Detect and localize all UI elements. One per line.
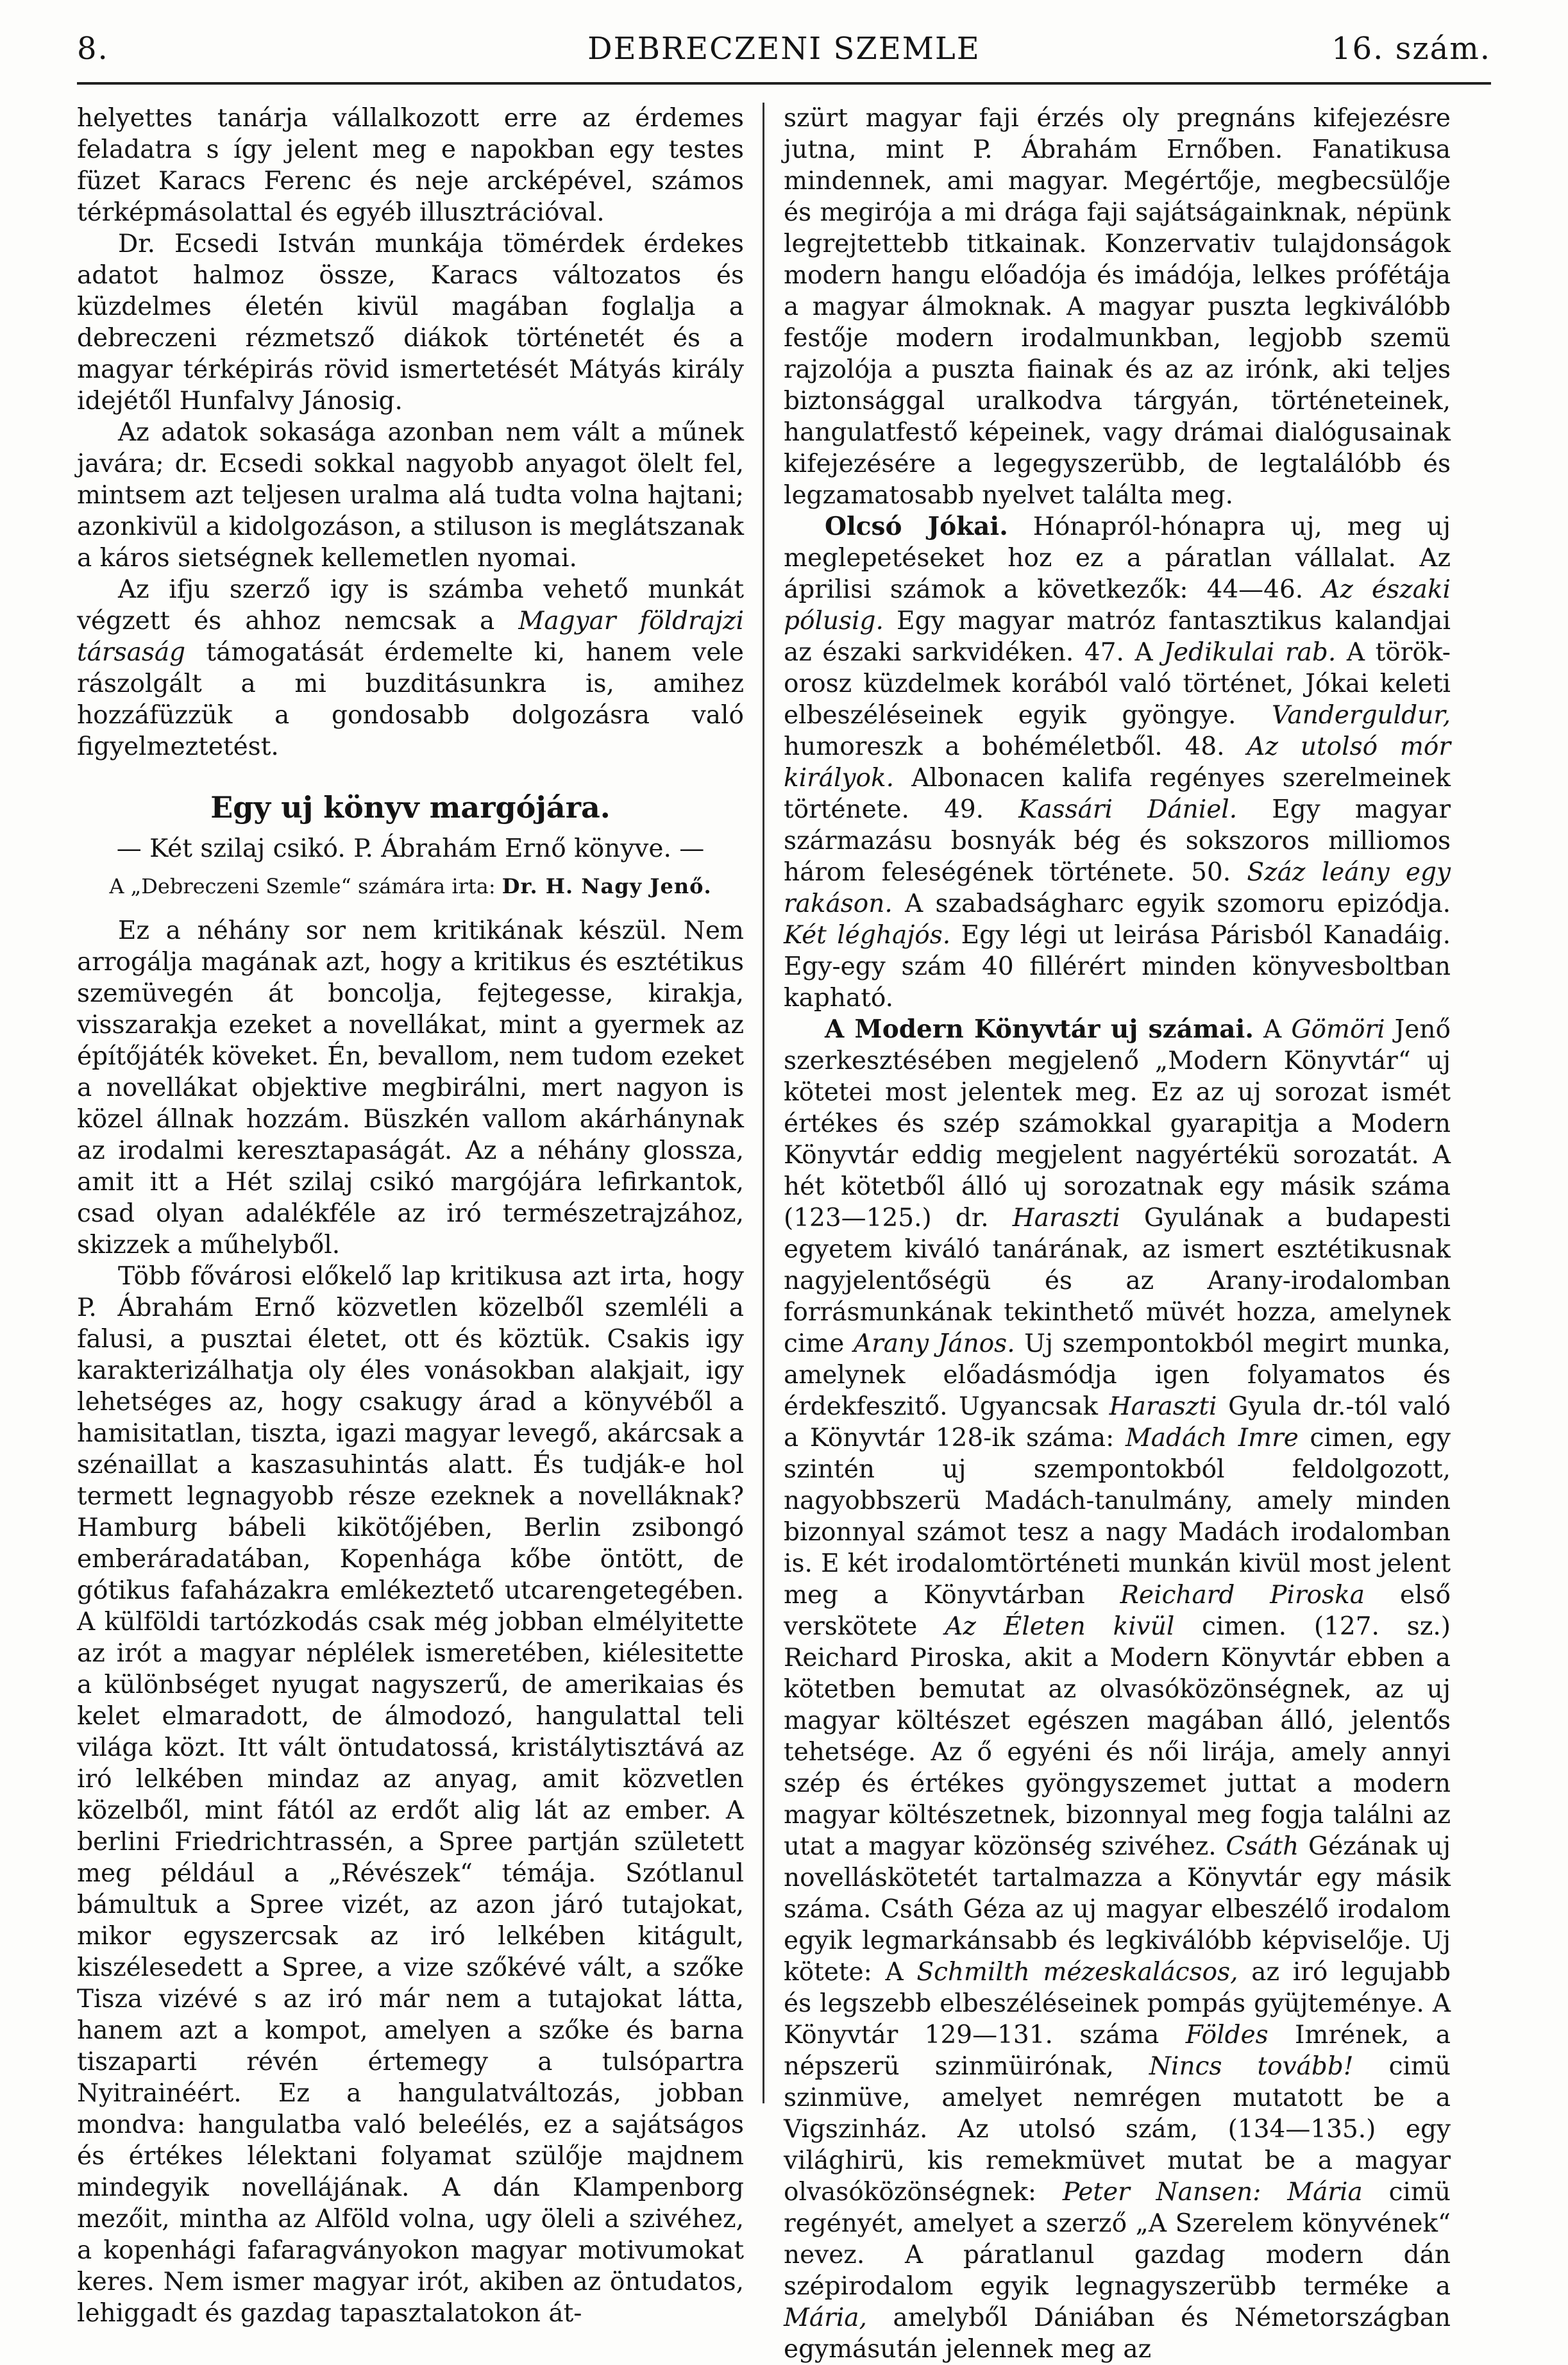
paragraph: Az adatok sokasága azonban nem vált a műnek javára; dr. Ecsedi sokkal nagyobb anyagot ölelt fel, mintsem azt teljesen uralma alá tudta volna hajtani; azonkivül a kidolgozáson, a stiluson is meglátszanak a káros sietségnek kellemetlen nyomai.: [77, 418, 744, 573]
journal-title: DEBRECZENI SZEMLE: [587, 31, 981, 67]
right-column: [784, 103, 1451, 2364]
paragraph-modern-konyvtar: A Modern Könyvtár uj számai. A Gömöri Jenő szerkesztésében megjelenő „Modern Könyvtár“ uj kötetei most jelentek meg. Ez az uj sorozat ismét értékes és szép számokkal gyarapitja a Modern Könyvtár eddig megjelent nagyértékü sorozatát. A hét kötetből álló uj sorozatnak egy másik száma (123—125.) dr. Haraszti Gyulának a budapesti egyetem kiváló tanárának, az ismert esztétikusnak nagyjelentőségü és az Arany-irodalomban forrásmunkának tekinthető müvét hozza, amelynek cime Arany János. Uj szempontokból megirt munka, amelynek előadásmódja igen folyamatos és érdekfeszitő. Ugyancsak Haraszti Gyula dr.-tól való a Könyvtár 128-ik száma: Madách Imre cimen, egy szintén uj szempontokból feldolgozott, nagyobbszerü Madách-tanulmány, amely minden bizonnyal számot tesz a nagy Madách irodalomban is. E két irodalomtörténeti munkán kivül most jelent meg a Könyvtárban Reichard Piroska első verskötete Az Életen kivül cimen. (127. sz.) Reichard Piroska, akit a Modern Könyvtár ebben a kötetben bemutat az olvasóközönségnek, az uj magyar költészet egészen magában álló, jelentős tehetsége. Az ő egyéni és női lirája, amely annyi szép és értékes gyöngyszemet juttat a modern magyar költészetnek, bizonnyal meg fogja találni az utat a magyar közönség szivéhez. Csáth Gézának uj novelláskötetét tartalmazza a Könyvtár egy másik száma. Csáth Géza az uj magyar elbeszélő irodalom egyik legmarkánsabb és legkiválóbb képviselője. Uj kötete: A Schmilth mézeskalácsos, az iró legujabb és legszebb elbeszéléseinek pompás gyüjteménye. A Könyvtár 129—131. száma Földes Imrének, a népszerü szinmüirónak, Nincs tovább! cimü szinmüve, amelyet nemrégen mutatott be a Vigszinház. Az utolsó szám, (134—135.) egy világhirü, kis remekmüvet mutat be a magyar olvasóközönségnek: Peter Nansen: Mária cimü regényét, amelyet a szerző „A Szerelem könyvének“ nevez. A páratlanul gazdag modern dán szépirodalom egyik legnagyszerübb terméke a Mária, amelyből Dániában és Németországban egymásután jelennek meg az: [784, 1014, 1451, 2364]
article-title: Egy uj könyv margójára.: [210, 790, 611, 825]
paragraph-olcso-jokai: Olcsó Jókai. Hónapról-hónapra uj, meg uj meglepetéseket hoz ez a páratlan vállalat. Az áprilisi számok a következők: 44—46. Az északi pólusig. Egy magyar matróz fantasztikus kalandjai az északi sarkvidéken. 47. A Jedikulai rab. A török-orosz küzdelmek korából való történet, Jókai keleti elbeszéléseinek egyik gyöngye. Vanderguldur, humoreszk a bohéméletből. 48. Az utolsó mór királyok. Albonacen kalifa regényes szerelmeinek története. 49. Kassári Dániel. Egy magyar származásu bosnyák bég és sokszoros milliomos három feleségének története. 50. Száz leány egy rakáson. A szabadságharc egyik szomoru epizódja. Két léghajós. Egy légi ut leirása Párisból Kanadáig. Egy-egy szám 40 fillérért minden könyvesboltban kapható.: [784, 512, 1451, 1013]
page-number: 8.: [77, 31, 109, 67]
paragraph: helyettes tanárja vállalkozott erre az érdemes feladatra s így jelent meg e napokban egy testes füzet Karacs Ferenc és neje arcképével, számos térképmásolattal és egyéb illusztrációval.: [77, 104, 744, 227]
section-lead: A Modern Könyvtár uj számai.: [825, 1014, 1254, 1044]
issue-number: 16. szám.: [1331, 31, 1491, 67]
left-column: [77, 103, 744, 2328]
paragraph: szürt magyar faji érzés oly pregnáns kifejezésre jutna, mint P. Ábrahám Ernőben. Fanatikusa mindennek, ami magyar. Megértője, megbecsülője és megirója a mi drága faji sajátságainknak, népünk legrejtettebb titkainak. Konzervativ tulajdonságok modern hangu előadója és imádója, lelkes prófétája a magyar álmoknak. A magyar puszta legkiválóbb festője modern irodalmunkban, legjobb szemü rajzolója a puszta fiainak és az az irónk, aki teljes biztonsággal uralkodva tárgyán, történeteinek, hangulatfestő képeinek, vagy drámai dialógusainak kifejezésére a legegyszerübb, de legtalálóbb és legzamatosabb nyelvet találta meg.: [784, 104, 1451, 510]
paragraph: Több fővárosi előkelő lap kritikusa azt irta, hogy P. Ábrahám Ernő közvetlen közelből szemléli a falusi, a pusztai életet, ott és köztük. Csakis igy karakterizálhatja oly éles vonásokban alakjait, igy lehetséges az, hogy csakugy árad a könyvéből a hamisitatlan, tiszta, igazi magyar levegő, akárcsak a szénaillat a kaszasuhintás alatt. És tudják-e hol termett legnagyobb része ezeknek a novelláknak? Hamburg bábeli kikötőjében, Berlin zsibongó emberáradatában, Kopenhága kőbe öntött, de gótikus fafaházakra emlékeztető utcarengetegében. A külföldi tartózkodás csak még jobban elmélyitette az irót a magyar néplélek ismeretében, kiélesitette a különbséget nyugat nagyszerű, de amerikaias és kelet elmaradott, de álmodozó, hangulattal teli világa közt. Itt vált öntudatossá, kristálytisztává az iró lelkében mindaz az anyag, amit közvetlen közelből, mint fától az erdőt alig lát az ember. A berlini Friedrichtrassén, a Spree partján született meg például a „Révészek“ témája. Szótlanul bámultuk a Spree vizét, az azon járó tutajokat, mikor egyszercsak az iró lelkében kitágult, kiszélesedett a Spree, a vize szőkévé vált, a szőke Tisza vizévé s az iró már nem a tutajokat látta, hanem azt a kompot, amelyen a szőke és barna tiszaparti révén értemegy a tulsópartra Nyitrainéért. Ez a hangulatváltozás, jobban mondva: hangulatba való beleélés, ez a sajátságos és értékes lélektani folyamat szülője majdnem mindegyik novellájának. A dán Klampenborg mezőit, mintha az Alföld volna, ugy öleli a szivéhez, a kopenhági fafaragványokon magyar motivumokat keres. Nem ismer magyar irót, akiben az öntudatos, lehiggadt és gazdag tapasztalatokon át-: [77, 1262, 744, 2328]
paragraph: Dr. Ecsedi István munkája tömérdek érdekes adatot halmoz össze, Karacs változatos és küzdelmes életén kivül magában foglalja a debreczeni rézmetsző diákok történetét és a magyar térképirás rövid ismertetését Mátyás király idejétől Hunfalvy Jánosig.: [77, 230, 744, 416]
section-lead: Olcsó Jókai.: [825, 512, 1008, 541]
article-subtitle: — Két szilaj csikó. P. Ábrahám Ernő könyve. —: [116, 834, 705, 863]
author-name: Dr. H. Nagy Jenő.: [502, 874, 712, 898]
paragraph: Ez a néhány sor nem kritikának készül. Nem arrogálja magának azt, hogy a kritikus és esztétikus szemüvegén át boncolja, fejtegesse, kirakja, visszarakja ezeket a novellákat, mint a gyermek az építőjáték köveket. Én, bevallom, nem tudom ezeket a novellákat objektive megbirálni, mert nagyon is közel állnak hozzám. Büszkén vallom akárhánynak az irodalmi keresztapaságát. Az a néhány glossza, amit itt a Hét szilaj csikó margójára lefirkantok, csad olyan adalékféle az iró természetrajzához, skizzek a műhelyből.: [77, 916, 744, 1259]
page-header: [77, 31, 1491, 85]
column-divider: [763, 103, 764, 2103]
paragraph: Az ifju szerző igy is számba vehető munkát végzett és ahhoz nemcsak a Magyar földrajzi társaság támogatását érdemelte ki, hanem vele rászolgált a mi buzditásunkra is, amihez hozzáfüzzük a gondosabb dolgozásra való figyelmeztetést.: [77, 575, 744, 761]
article-byline: A „Debreczeni Szemle“ számára irta: Dr. H. Nagy Jenő.: [109, 874, 712, 898]
